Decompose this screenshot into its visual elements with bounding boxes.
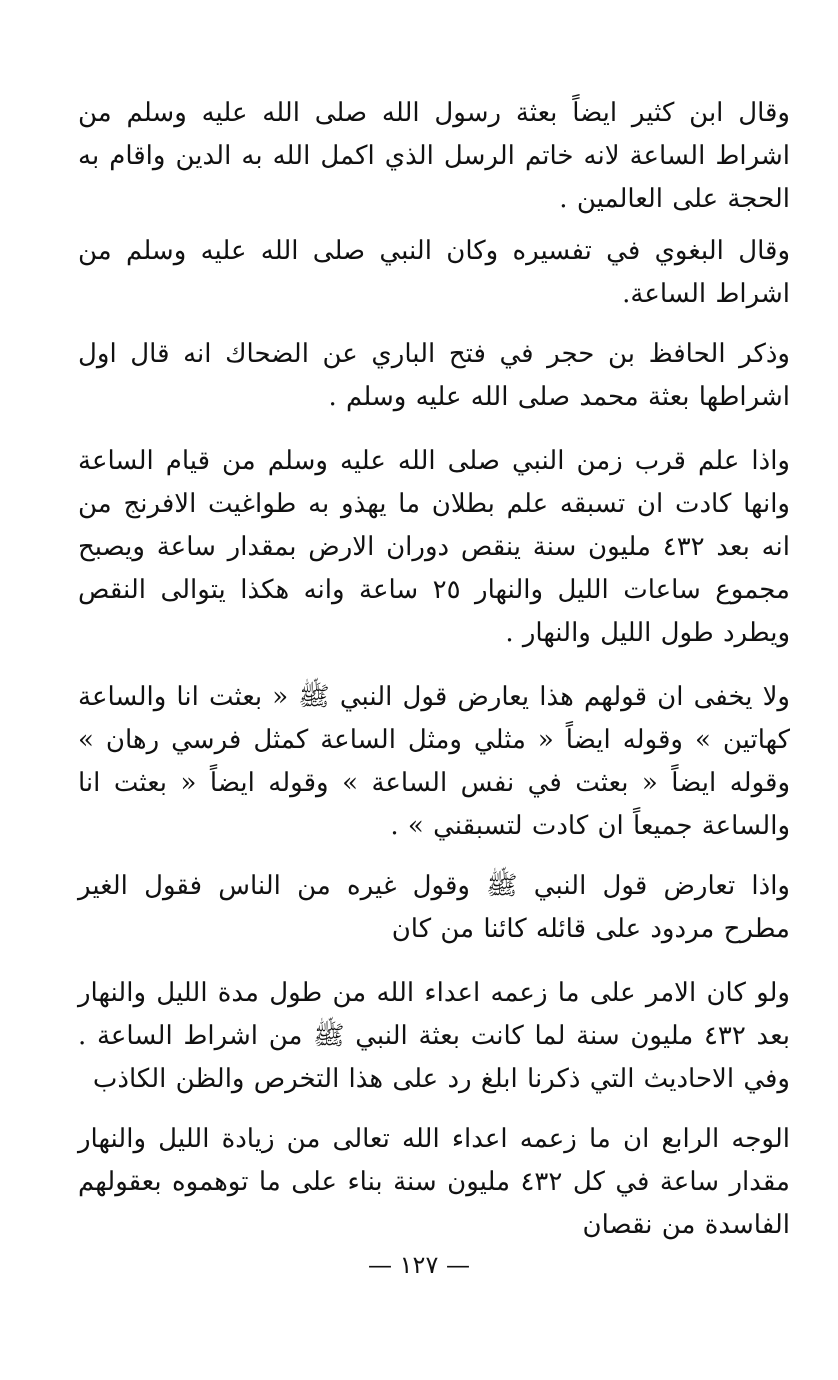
paragraph-fourth-aspect: الوجه الرابع ان ما زعمه اعداء الله تعالى من زيادة الليل والنهار مقدار ساعة في كل ٤٣٢ مليون سنة بناء على ما توهموه بعقولهم الفاسدة من نقصان <box>78 1124 790 1240</box>
paragraph-ibn-kathir: وقال ابن كثير ايضاً بعثة رسول الله صلى الله عليه وسلم من اشراط الساعة لانه خاتم الرسل الذي اكمل الله به الدين واقام به الحجة على العالمين . <box>78 98 790 214</box>
paragraph-prophet-word-precedence: واذا تعارض قول النبي ﷺ وقول غيره من الناس فقول الغير مطرح مردود على قائله كائنا من كان <box>78 871 790 944</box>
paragraph-baghawi: وقال البغوي في تفسيره وكان النبي صلى الله عليه وسلم من اشراط الساعة. <box>78 236 790 309</box>
page-number: — ١٢٧ — <box>368 1251 470 1279</box>
paragraph-ibn-hajar: وذكر الحافظ بن حجر في فتح الباري عن الضحاك انه قال اول اشراطها بعثة محمد صلى الله عليه وسلم . <box>78 339 790 412</box>
paragraph-nearness-of-hour: واذا علم قرب زمن النبي صلى الله عليه وسلم من قيام الساعة وانها كادت ان تسبقه علم بطلان ما يهذو به طواغيت الافرنج من انه بعد ٤٣٢ مليون سنة ينقص دوران الارض بمقدار ساعة ويصبح مجموع ساعات الليل والنهار ٢٥ ساعة وانه هكذا يتوالى النقص ويطرد طول الليل والنهار . <box>78 446 791 648</box>
paragraph-refutation: ولو كان الامر على ما زعمه اعداء الله من طول مدة الليل والنهار بعد ٤٣٢ مليون سنة لما كانت بعثة النبي ﷺ من اشراط الساعة . وفي الاحاديث التي ذكرنا ابلغ رد على هذا التخرص والظن الكاذب <box>78 978 790 1094</box>
page-body-text <box>78 92 790 1247</box>
paragraph-hadith-contradiction: ولا يخفى ان قولهم هذا يعارض قول النبي ﷺ « بعثت انا والساعة كهاتين » وقوله ايضاً « مثلي ومثل الساعة كمثل فرسي رهان » وقوله ايضاً « بعثت في نفس الساعة » وقوله ايضاً « بعثت انا والساعة جميعاً ان كادت لتسبقني » . <box>78 682 790 841</box>
